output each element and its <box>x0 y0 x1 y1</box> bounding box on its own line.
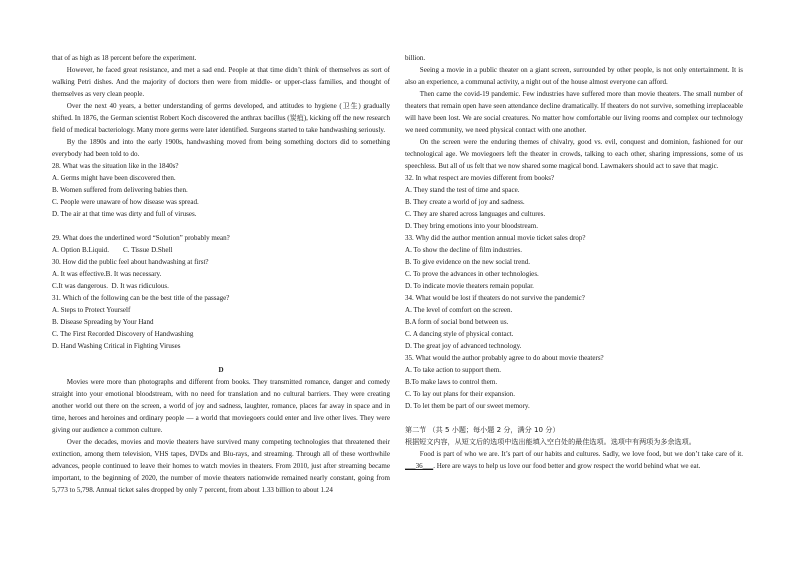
passage-d-paragraph: On the screen were the enduring themes of chivalry, good vs. evil, conquest and dominion, fashioned for our technological age. We moviegoers left the theater in crowds, talking to each other, sharing impressions, some of us speechless. But all of us felt that we now shared some magical bond. Lawmakers should act to save that magic. <box>405 138 743 170</box>
option-34b[interactable]: B.A form of social bond between us. <box>405 318 509 326</box>
option-35c[interactable]: C. To lay out plans for their expansion. <box>405 390 515 398</box>
option-32c[interactable]: C. They are shared across languages and cultures. <box>405 210 546 218</box>
question-28: 28. What was the situation like in the 1840s? <box>52 162 179 170</box>
option-35b[interactable]: B.To make laws to control them. <box>405 378 498 386</box>
option-34d[interactable]: D. The great joy of advanced technology. <box>405 342 522 350</box>
option-28a[interactable]: A. Germs might have been discovered then. <box>52 174 176 182</box>
cloze-text: . Here are ways to help us love our food better and grow respect the world behind what we eat. <box>433 462 701 470</box>
option-28d[interactable]: D. The air at that time was dirty and full of viruses. <box>52 210 197 218</box>
option-32b[interactable]: B. They create a world of joy and sadness. <box>405 198 525 206</box>
question-31: 31. Which of the following can be the best title of the passage? <box>52 294 230 302</box>
passage-c-paragraph: Over the next 40 years, a better understanding of germs developed, and attitudes to hygiene (卫生) gradually shifted. In 1876, the German scientist Robert Koch discovered the anthrax bacillus (炭疽), kicking off the new research field of medical bacteriology. Many more germs were later identified. Surgeons started to take handwashing seriously. <box>52 102 390 134</box>
option-28b[interactable]: B. Women suffered from delivering babies then. <box>52 186 188 194</box>
option-33b[interactable]: B. To give evidence on the new social trend. <box>405 258 531 266</box>
question-33: 33. Why did the author mention annual movie ticket sales drop? <box>405 234 586 242</box>
option-33a[interactable]: A. To show the decline of film industries. <box>405 246 523 254</box>
section-2-instructions: 根据短文内容，从短文后的选项中选出能填入空白处的最佳选项。选项中有两项为多余选项。 <box>405 437 696 446</box>
section-2-title: 第二节 （共 5 小题；每小题 2 分，满分 10 分） <box>405 425 560 434</box>
left-column <box>52 52 390 496</box>
right-column <box>405 52 743 472</box>
option-33d[interactable]: D. To indicate movie theaters remain popular. <box>405 282 534 290</box>
option-34a[interactable]: A. The level of comfort on the screen. <box>405 306 513 314</box>
cloze-passage-paragraph <box>405 448 743 472</box>
option-33c[interactable]: C. To prove the advances in other technologies. <box>405 270 539 278</box>
question-35: 35. What would the author probably agree to do about movie theaters? <box>405 354 604 362</box>
passage-c-tail: that of as high as 18 percent before the experiment. <box>52 54 197 62</box>
section-d-heading: D <box>218 366 224 374</box>
passage-c-paragraph: By the 1890s and into the early 1900s, handwashing moved from being something doctors did to something everybody had been told to do. <box>52 138 390 158</box>
options-29[interactable]: A. Option B.Liquid. C. Tissue D.Shell <box>52 246 173 254</box>
passage-d-continuation: billion. <box>405 54 426 62</box>
option-35d[interactable]: D. To let them be part of our sweet memory. <box>405 402 530 410</box>
passage-d-paragraph: Over the decades, movies and movie theaters have survived many competing technologies that threatened their extinction, among them television, VHS tapes, DVDs and Blu-rays, and streaming. Through all of these worthwhile advances, people continued to leave their homes to watch movies in theaters. From 2010, just after streaming became important, to the beginning of 2020, the number of movie theaters nationwide remained nearly constant, going from 5,773 to 5,798. Annual ticket sales dropped by only 7 percent, from about 1.33 billion to about 1.24 <box>52 438 390 494</box>
question-34: 34. What would be lost if theaters do not survive the pandemic? <box>405 294 585 302</box>
option-31c[interactable]: C. The First Recorded Discovery of Handwashing <box>52 330 194 338</box>
options-30-cd[interactable]: C.It was dangerous. D. It was ridiculous. <box>52 282 169 290</box>
option-34c[interactable]: C. A dancing style of physical contact. <box>405 330 514 338</box>
passage-d-paragraph: Seeing a movie in a public theater on a giant screen, surrounded by other people, is not only entertainment. It is also an experience, a communal activity, a night out of the house almost everyone can afford. <box>405 66 743 86</box>
passage-c-paragraph: However, he faced great resistance, and met a sad end. People at that time didn’t think of themselves as sort of walking Petri dishes. And the majority of doctors then were from middle- or upper-class families, and thought of themselves as very clean people. <box>52 66 390 98</box>
options-30-ab[interactable]: A. It was effective.B. It was necessary. <box>52 270 162 278</box>
option-32d[interactable]: D. They bring emotions into your bloodstream. <box>405 222 538 230</box>
question-30: 30. How did the public feel about handwashing at first? <box>52 258 209 266</box>
option-32a[interactable]: A. They stand the test of time and space. <box>405 186 520 194</box>
option-35a[interactable]: A. To take action to support them. <box>405 366 502 374</box>
spacer <box>52 352 390 364</box>
blank-36[interactable]: ___36___ <box>405 462 434 470</box>
question-29: 29. What does the underlined word “Solution” probably mean? <box>52 234 230 242</box>
passage-d-paragraph: Movies were more than photographs and different from books. They transmitted romance, danger and comedy straight into your emotional bloodstream, with no need for translation and no cultural barriers. They were creating another world out there on the screen, a world of joy and sadness, laughter, romance, places far away in space and in time, heroes and heroines and ordinary people — a world that moviegoers could enter and live other lives. They were giving our audience a common culture. <box>52 378 390 434</box>
cloze-text: Food is part of who we are. It’s part of our habits and cultures. Sadly, we love food, but we don’t take care of it. <box>419 450 743 458</box>
option-31b[interactable]: B. Disease Spreading by Your Hand <box>52 318 154 326</box>
passage-d-paragraph: Then came the covid-19 pandemic. Few industries have suffered more than movie theaters. The small number of theaters that remain open have seen attendance decline dramatically. If theaters do not survive, something irreplaceable will have been lost. We are social creatures. No matter how comfortable our living rooms and complex our technology we need community, we need physical contact with one another. <box>405 90 743 134</box>
question-32: 32. In what respect are movies different from books? <box>405 174 555 182</box>
spacer <box>52 220 390 232</box>
spacer <box>405 412 743 424</box>
option-28c[interactable]: C. People were unaware of how disease was spread. <box>52 198 199 206</box>
option-31d[interactable]: D. Hand Washing Critical in Fighting Viruses <box>52 342 181 350</box>
option-31a[interactable]: A. Steps to Protect Yourself <box>52 306 131 314</box>
